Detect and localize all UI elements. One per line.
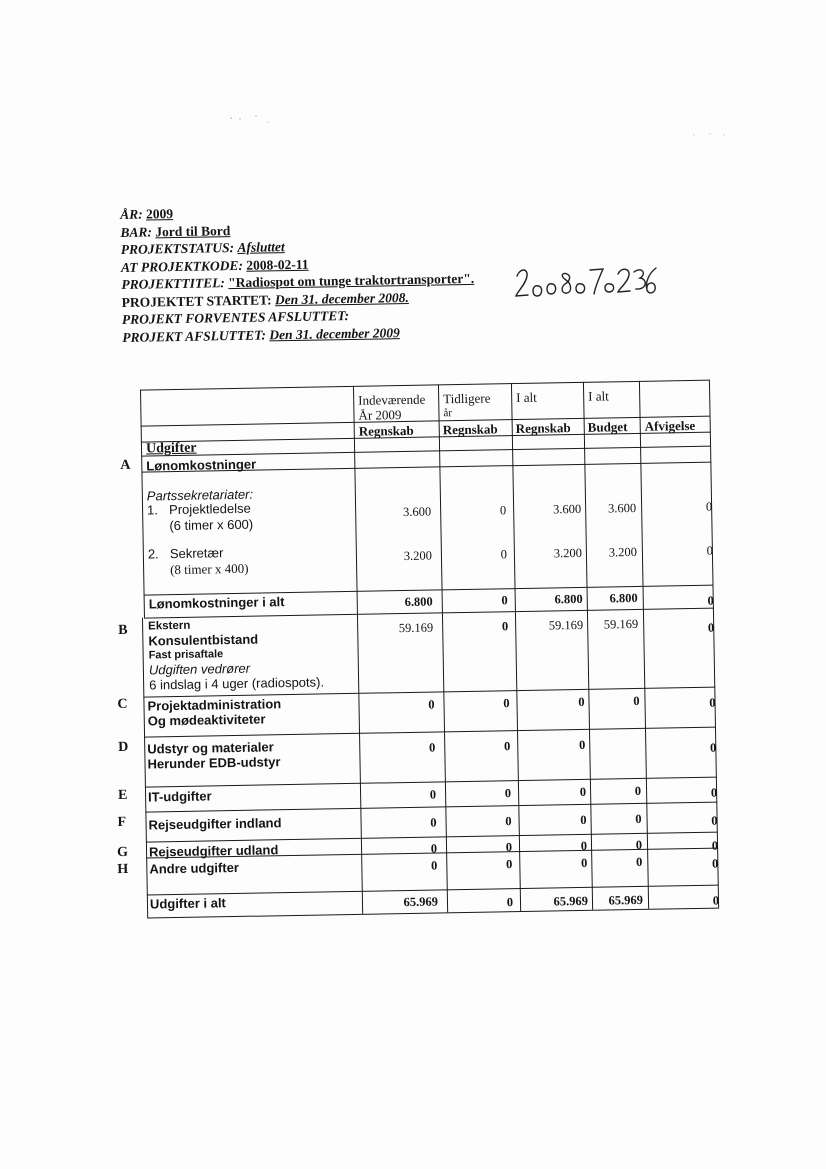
row-line bbox=[141, 446, 711, 457]
section-a-total-value: 0 bbox=[501, 593, 508, 608]
section-g-value: 0 bbox=[580, 838, 588, 853]
col-header-indevaerende: Indeværende bbox=[358, 391, 426, 408]
section-h-title: Andre udgifter bbox=[149, 859, 240, 877]
total-label: Udgifter i alt bbox=[149, 895, 226, 912]
section-letter-g: G bbox=[116, 844, 129, 861]
section-g-value: 0 bbox=[635, 837, 643, 853]
bar-label: BAR: bbox=[120, 223, 153, 240]
section-b-value: 0 bbox=[501, 619, 509, 634]
section-b-line-3: Fast prisaftale bbox=[148, 648, 224, 662]
section-d-value: 0 bbox=[428, 740, 436, 755]
section-f-value: 0 bbox=[580, 812, 587, 827]
section-e-title: IT-udgifter bbox=[147, 788, 212, 805]
section-b-value: 59.169 bbox=[603, 616, 639, 632]
section-e-value: 0 bbox=[710, 785, 718, 800]
col-header-regnskab-2: Regnskab bbox=[442, 421, 498, 438]
bar-value: Jord til Bord bbox=[155, 222, 231, 239]
col-header-budget: Budget bbox=[587, 419, 628, 435]
expense-table bbox=[117, 380, 722, 930]
col-header-tidligere: Tidligere bbox=[443, 390, 491, 407]
section-b-value: 0 bbox=[707, 620, 715, 635]
section-c-value: 0 bbox=[633, 693, 640, 709]
handwritten-project-number bbox=[514, 262, 659, 308]
section-b-value: 59.169 bbox=[548, 617, 584, 633]
status-label: PROJEKTSTATUS: bbox=[120, 240, 235, 257]
table-border-left bbox=[140, 390, 145, 618]
scan-specks bbox=[690, 129, 730, 139]
item-1-num: 1. bbox=[146, 502, 159, 518]
section-letter-b: B bbox=[118, 622, 128, 639]
section-g-value: 0 bbox=[430, 841, 438, 856]
section-letter-c: C bbox=[117, 696, 128, 713]
udgifter-label: Udgifter bbox=[145, 440, 197, 457]
section-d-value: 0 bbox=[709, 740, 717, 755]
section-f-title: Rejseudgifter indland bbox=[148, 815, 282, 833]
item-1-value: 0 bbox=[499, 503, 507, 518]
col-divider bbox=[353, 386, 363, 914]
item-2-value: 3.200 bbox=[403, 548, 433, 564]
section-letter-f: F bbox=[117, 814, 127, 831]
section-h-value: 0 bbox=[430, 858, 438, 873]
section-h-value: 0 bbox=[711, 856, 719, 871]
row-line bbox=[144, 727, 716, 738]
section-e-value: 0 bbox=[429, 787, 437, 802]
table-border-top bbox=[140, 380, 710, 391]
total-value: 65.969 bbox=[403, 894, 439, 910]
aar-label: ÅR: bbox=[120, 206, 143, 222]
item-2-value: 0 bbox=[500, 547, 508, 562]
section-d-line-1: Udstyr og materialer bbox=[147, 739, 274, 757]
total-value: 0 bbox=[712, 893, 720, 908]
section-e-value: 0 bbox=[579, 784, 587, 799]
col-divider bbox=[511, 383, 521, 911]
section-a-total-label: Lønomkostninger i alt bbox=[148, 594, 285, 612]
section-d-value: 0 bbox=[578, 737, 586, 752]
item-2-value: 0 bbox=[706, 543, 714, 558]
section-c-value: 0 bbox=[709, 695, 716, 710]
col-header-i-alt: I alt bbox=[516, 389, 537, 406]
item-2-num: 2. bbox=[147, 546, 159, 562]
section-a-subtitle: Partssekretariater: bbox=[146, 486, 254, 504]
section-c-value: 0 bbox=[578, 694, 585, 709]
section-letter-d: D bbox=[118, 739, 129, 756]
section-b-value: 59.169 bbox=[398, 620, 434, 636]
titel-value: "Radiospot om tunge traktortransporter". bbox=[228, 270, 475, 291]
afsluttet-label: PROJEKT AFSLUTTET: bbox=[122, 326, 267, 345]
section-b-line-1: Ekstern bbox=[148, 619, 191, 633]
col-divider bbox=[438, 384, 448, 912]
row-line bbox=[145, 777, 717, 788]
titel-label: PROJEKTTITEL: bbox=[121, 275, 225, 292]
item-1-value: 3.600 bbox=[607, 500, 637, 516]
scan-specks bbox=[228, 112, 288, 126]
section-f-value: 0 bbox=[635, 811, 642, 827]
item-2-name: Sekretær bbox=[169, 545, 224, 562]
section-a-total-value: 6.800 bbox=[404, 594, 433, 610]
total-value: 65.969 bbox=[553, 893, 589, 909]
section-e-value: 0 bbox=[504, 786, 512, 801]
startet-value: Den 31. december 2008. bbox=[274, 289, 409, 307]
section-f-value: 0 bbox=[430, 815, 437, 830]
col-header-i-alt-budget: I alt bbox=[588, 388, 609, 404]
aar-value: 2009 bbox=[145, 206, 174, 222]
col-divider bbox=[580, 382, 593, 910]
startet-label: PROJEKTET STARTET: bbox=[121, 291, 272, 310]
col-divider bbox=[639, 381, 649, 909]
section-h-value: 0 bbox=[635, 854, 643, 870]
section-letter-e: E bbox=[117, 787, 128, 804]
total-value: 0 bbox=[506, 895, 514, 910]
section-g-value: 0 bbox=[711, 838, 719, 853]
section-b-line-2: Konsulentbistand bbox=[148, 631, 259, 649]
section-c-value: 0 bbox=[503, 696, 510, 711]
section-h-value: 0 bbox=[505, 857, 513, 872]
section-f-value: 0 bbox=[711, 813, 718, 828]
section-e-value: 0 bbox=[634, 783, 642, 799]
section-g-value: 0 bbox=[505, 840, 513, 855]
item-1-name: Projektledelse bbox=[168, 500, 251, 518]
section-h-value: 0 bbox=[580, 855, 588, 870]
section-a-title: Lønomkostninger bbox=[146, 456, 257, 474]
section-g-title: Rejseudgifter udland bbox=[148, 842, 279, 860]
item-2-value: 3.200 bbox=[553, 545, 583, 561]
section-c-line-1: Projektadministration bbox=[147, 696, 282, 714]
row-line bbox=[145, 802, 717, 813]
section-d-value: 0 bbox=[503, 739, 511, 754]
kode-value: 2008-02-11 bbox=[246, 256, 309, 273]
section-letter-a: A bbox=[120, 457, 131, 473]
kode-label: AT PROJEKTKODE: bbox=[120, 257, 244, 275]
col-header-regnskab-3: Regnskab bbox=[515, 420, 571, 437]
section-a-total-value: 6.800 bbox=[554, 591, 583, 607]
item-2-detail: (8 timer x 400) bbox=[170, 560, 249, 578]
col-header-afvigelse: Afvigelse bbox=[644, 417, 696, 434]
col-header-aar2: år bbox=[443, 407, 453, 420]
section-a-total-value: 6.800 bbox=[609, 590, 638, 606]
forventes-label: PROJEKT FORVENTES AFSLUTTET: bbox=[121, 308, 350, 327]
col-header-regnskab-1: Regnskab bbox=[358, 422, 414, 439]
item-1-value: 0 bbox=[705, 499, 713, 514]
status-value: Afsluttet bbox=[237, 239, 285, 255]
col-header-aar: År 2009 bbox=[358, 407, 402, 423]
section-d-line-2: Herunder EDB-udstyr bbox=[147, 754, 281, 772]
item-1-value: 3.600 bbox=[552, 501, 582, 517]
item-1-value: 3.600 bbox=[402, 504, 432, 520]
item-1-detail: (6 timer x 600) bbox=[169, 516, 254, 534]
section-letter-h: H bbox=[117, 861, 129, 878]
item-2-value: 3.200 bbox=[608, 544, 638, 560]
afsluttet-value: Den 31. december 2009 bbox=[269, 324, 400, 342]
section-f-value: 0 bbox=[505, 814, 512, 829]
total-value: 65.969 bbox=[608, 892, 644, 908]
section-c-value: 0 bbox=[428, 697, 435, 712]
section-b-line-5: 6 indslag i 4 uger (radiospots). bbox=[149, 674, 325, 693]
section-c-line-2: Og mødeaktiviteter bbox=[147, 711, 266, 729]
section-b-line-4: Udgiften vedrører bbox=[148, 660, 251, 678]
section-a-total-value: 0 bbox=[707, 593, 714, 608]
